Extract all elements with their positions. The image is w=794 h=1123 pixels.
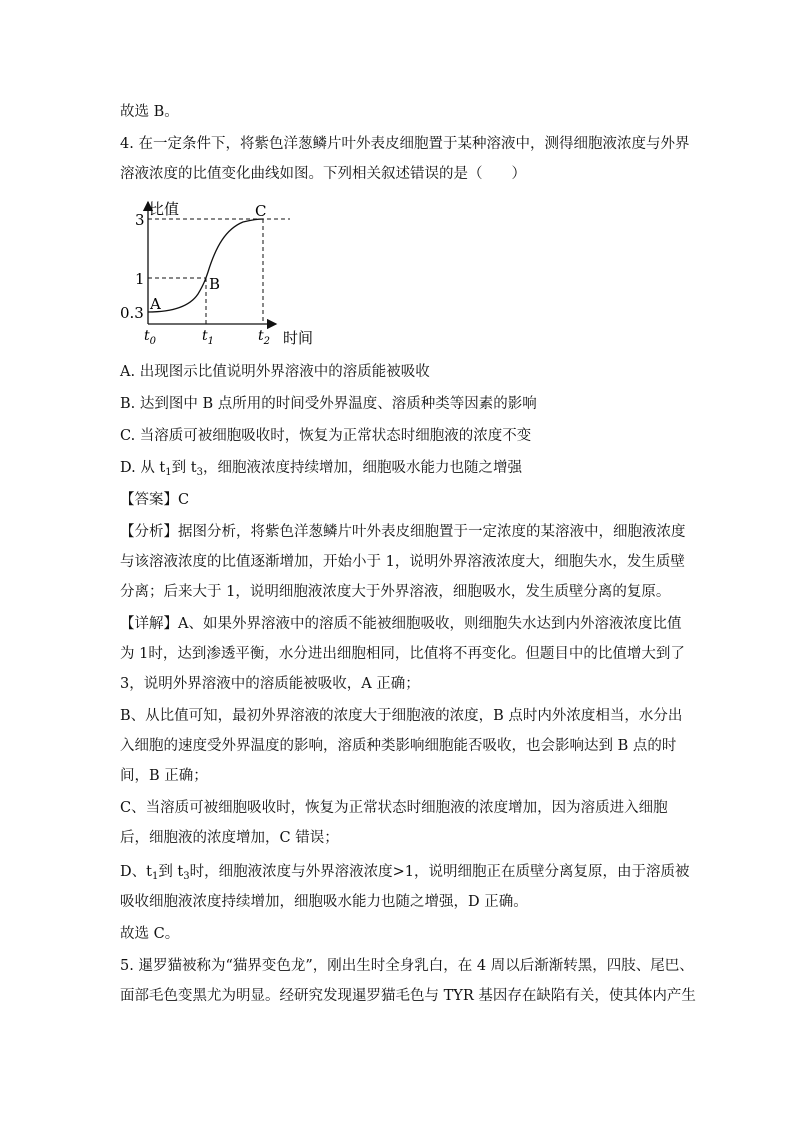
y-tick-3: 3 [135,211,145,229]
y-axis-label: 比值 [149,200,180,218]
x-tick-t1: $t_1$ [202,328,215,347]
q4-detail-line-1: 【详解】A、如果外界溶液中的溶质不能被细胞吸收，则细胞失水达到内外溶液浓度比值 [120,616,682,632]
x-tick-t0: $t_0$ [144,328,157,347]
q4-option-d: D. 从 $t_1$到 $t_3$，细胞液浓度持续增加，细胞吸水能力也随之增强 [120,460,522,478]
q5-stem-line-1: 5. 暹罗猫被称为“猫界变色龙”，刚出生时全身乳白，在 4 周以后渐渐转黑，四肢、尾巴、 [120,958,694,974]
q4-detail-line-6: 间，B 正确； [120,768,208,784]
prev-conclusion: 故选 B。 [120,104,179,120]
x-axis-label: 时间 [283,329,314,347]
q4-option-c: C. 当溶质可被细胞吸收时，恢复为正常状态时细胞液的浓度不变 [120,428,532,444]
ratio-curve [148,219,263,312]
q4-conclusion: 故选 C。 [120,926,180,942]
q4-stem-line-1: 4. 在一定条件下，将紫色洋葱鳞片叶外表皮细胞置于某种溶液中，测得细胞液浓度与外界 [120,136,690,152]
y-tick-0-3: 0.3 [120,304,144,322]
q4-detail-line-5: 入细胞的速度受外界温度的影响，溶质种类影响细胞能否吸收，也会影响达到 B 点的时 [120,738,677,754]
q4-detail-line-9: D、$t_1$到 $t_3$时，细胞液浓度与外界溶液浓度>1，说明细胞正在质壁分离复原，由于溶质被 [120,864,690,882]
ratio-curve-svg [118,194,318,350]
q4-option-a: A. 出现图示比值说明外界溶液中的溶质能被吸收 [120,364,430,380]
q4-analysis-line-3: 分离；后来大于 1，说明细胞液浓度大于外界溶液，细胞吸水，发生质壁分离的复原。 [120,584,671,600]
q4-stem-line-2: 溶液浓度的比值变化曲线如图。下列相关叙述错误的是（ ） [120,166,526,182]
q4-analysis-line-2: 与该溶液浓度的比值逐渐增加，开始小于 1，说明外界溶液浓度大，细胞失水，发生质壁 [120,554,685,570]
q4-answer: 【答案】C [120,492,190,508]
q5-stem-line-2: 面部毛色变黑尤为明显。经研究发现暹罗猫毛色与 TYR 基因存在缺陷有关，使其体内产生 [120,988,696,1004]
y-tick-1: 1 [135,270,145,288]
q4-detail-line-8: 后，细胞液的浓度增加，C 错误； [120,830,339,846]
x-tick-t2: $t_2$ [258,328,271,347]
point-label-c: C [255,202,267,220]
q4-option-b: B. 达到图中 B 点所用的时间受外界温度、溶质种类等因素的影响 [120,396,537,412]
q4-detail-line-7: C、当溶质可被细胞吸收时，恢复为正常状态时细胞液的浓度增加，因为溶质进入细胞 [120,800,668,816]
point-label-b: B [209,275,221,293]
q4-detail-line-4: B、从比值可知，最初外界溶液的浓度大于细胞液的浓度，B 点时内外浓度相当，水分出 [120,708,683,724]
q4-detail-line-10: 吸收细胞液浓度持续增加，细胞吸水能力也随之增强，D 正确。 [120,894,528,910]
ratio-time-figure [118,194,318,350]
point-label-a: A [150,295,161,313]
q4-detail-line-2: 为 1时，达到渗透平衡，水分进出细胞相同，比值将不再变化。但题目中的比值增大到了 [120,646,685,662]
q4-analysis-line-1: 【分析】据图分析，将紫色洋葱鳞片叶外表皮细胞置于一定浓度的某溶液中，细胞液浓度 [120,524,686,540]
q4-detail-line-3: 3，说明外界溶液中的溶质能被吸收，A 正确； [120,676,420,692]
